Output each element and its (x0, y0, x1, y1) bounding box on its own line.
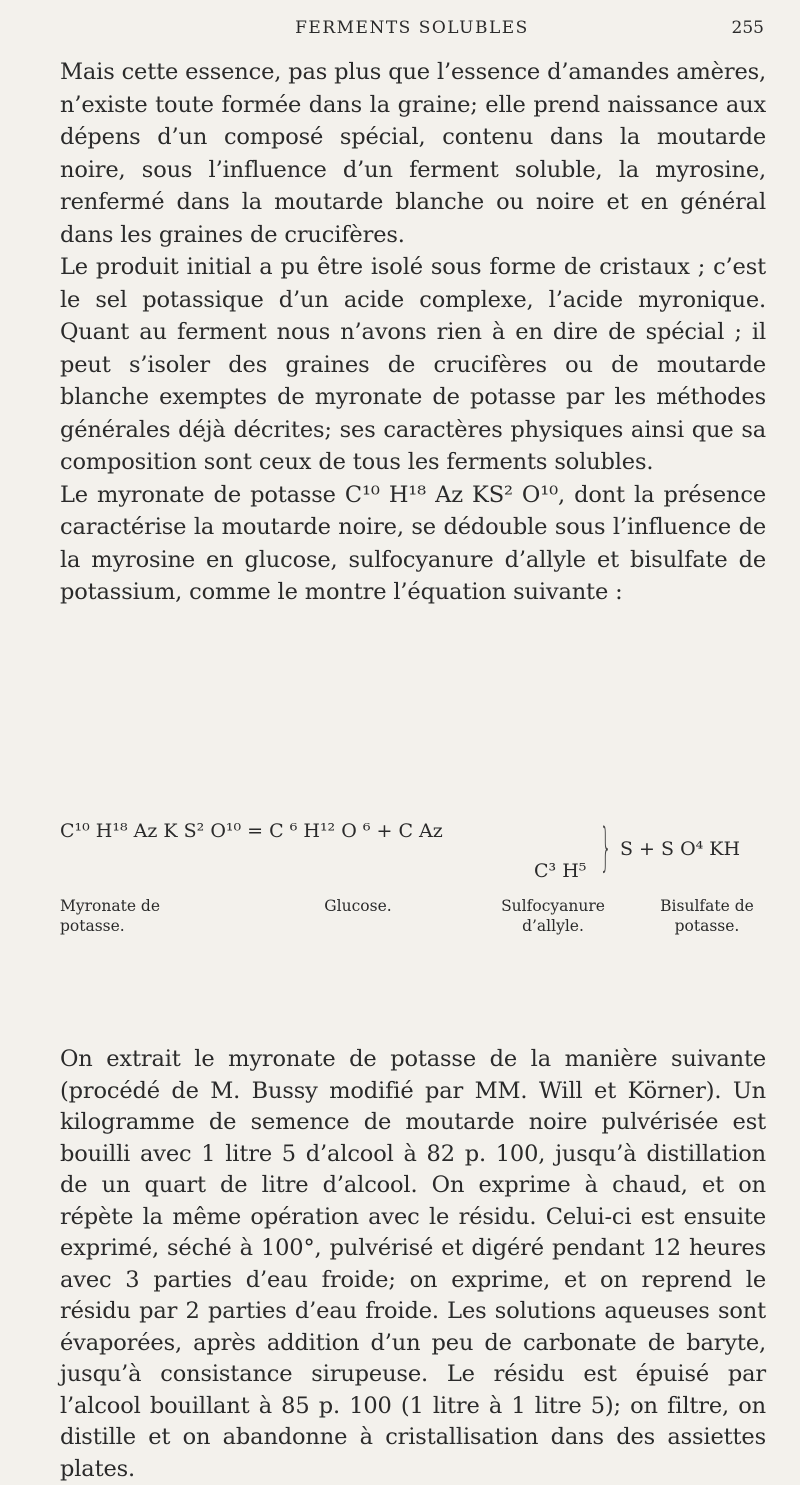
paragraph: On extrait le myronate de potasse de la manière suivante (procédé de M. Bussy modifié par MM. Will et Körner). Un kilogramme de semence de moutarde noire pulvérisée est bouilli avec 1 litre 5 d’alcool à 82 p. 100, jusqu’à distillation de un quart de litre d’alcool. On exprime à chaud, et on répète la même opération avec le résidu. Celui-ci est ensuite exprimé, séché à 100°, pulvérisé et digéré pendant 12 heures avec 3 parties d’eau froide; on exprime, et on reprend le résidu par 2 parties d’eau froide. Les solutions aqueuses sont évaporées, après addition d’un peu de carbonate de baryte, jusqu’à consistance sirupeuse. Le résidu est épuisé par l’alcool bouillant à 85 p. 100 (1 litre à 1 litre 5); on filtre, on distille et on abandonne à cristallisation dans des assiettes plates. (60, 1046, 766, 1482)
equation-right: S + S O⁴ KH (620, 838, 741, 860)
paragraph: Mais cette essence, pas plus que l’essence d’amandes amères, n’existe toute formée dans la graine; elle prend naissance aux dépens d’un composé spécial, contenu dans la moutarde noire, sous l’influence d’un ferment soluble, la myrosine, renfermé dans la moutarde blanche ou noire et en général dans les graines de crucifères. (60, 59, 767, 248)
page-number: 255 (731, 18, 764, 38)
label-glucose: Glucose. (324, 897, 392, 915)
equation-brace: } (600, 818, 612, 878)
paragraph: Le myronate de potasse C¹⁰ H¹⁸ Az KS² O¹⁰, dont la présence caractérise la moutarde noire, se dédouble sous l’influence de la myrosine en glucose, sulfocyanure d’allyle et bisulfate de potassium, comme le montre l’équation suivante : (60, 481, 766, 605)
label-myronate: Myronate de potasse. (60, 897, 161, 935)
label-bisulfate: Bisulfate de potasse. (660, 897, 754, 935)
running-title: FERMENTS SOLUBLES (295, 18, 529, 38)
paragraph: Le produit initial a pu être isolé sous forme de cristaux ; c’est le sel potassique d’un acide complexe, l’acide myronique. Quant au ferment nous n’avons rien à en dire de spécial ; il peut s’isoler des graines de crucifères ou de moutarde blanche exemptes de myronate de potasse par les méthodes générales déjà décrites; ses caractères physiques ainsi que sa composition sont ceux de tous les ferments solubles. (60, 254, 766, 475)
equation-left: C¹⁰ H¹⁸ Az K S² O¹⁰ = C ⁶ H¹² O ⁶ + C Az (60, 820, 443, 842)
running-head (60, 18, 764, 44)
body-text-top (60, 56, 766, 609)
equation-labels (60, 896, 766, 946)
chemical-equation (60, 820, 766, 940)
label-sulfocyanure: Sulfocyanure d’allyle. (501, 897, 605, 935)
body-text-bottom (60, 1044, 766, 1485)
equation-allyl: C³ H⁵ (534, 860, 587, 882)
